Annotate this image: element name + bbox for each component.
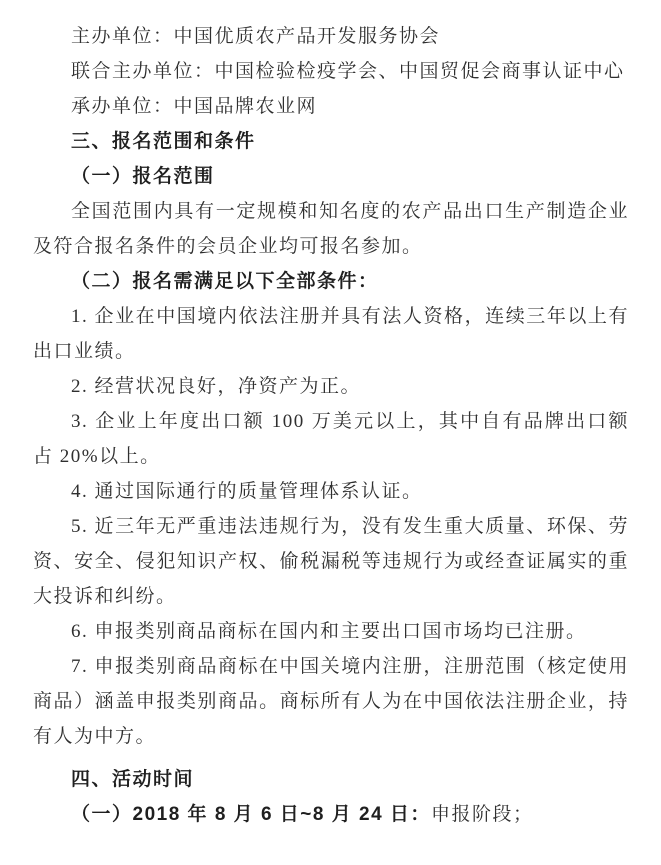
condition-item-2: 2. 经营状况良好，净资产为正。 bbox=[71, 376, 362, 397]
schedule-item-1 bbox=[33, 797, 629, 832]
condition-item-4: 4. 通过国际通行的质量管理体系认证。 bbox=[71, 481, 423, 502]
co-host-organizer-line: 联合主办单位：中国检验检疫学会、中国贸促会商事认证中心 bbox=[71, 61, 625, 82]
schedule-item-1-date: （一）2018 年 8 月 6 日~8 月 24 日： bbox=[71, 804, 431, 825]
section3-heading: 三、报名范围和条件 bbox=[71, 131, 256, 152]
condition-item-1: 1. 企业在中国境内依法注册并具有法人资格，连续三年以上有出口业绩。 bbox=[33, 306, 629, 362]
section3-sub1-body: 全国范围内具有一定规模和知名度的农产品出口生产制造企业及符合报名条件的会员企业均可报名参加。 bbox=[33, 201, 629, 257]
schedule-item-1-phase: 申报阶段； bbox=[430, 804, 534, 825]
condition-item-3: 3. 企业上年度出口额 100 万美元以上，其中自有品牌出口额占 20%以上。 bbox=[33, 411, 629, 467]
section3-sub2-heading: （二）报名需满足以下全部条件： bbox=[71, 271, 379, 292]
section4-heading: 四、活动时间 bbox=[71, 769, 195, 790]
condition-item-6: 6. 申报类别商品商标在国内和主要出口国市场均已注册。 bbox=[71, 621, 587, 642]
undertaker-line: 承办单位：中国品牌农业网 bbox=[71, 96, 318, 117]
host-organizer-line: 主办单位：中国优质农产品开发服务协会 bbox=[71, 26, 441, 47]
section3-sub1-heading: （一）报名范围 bbox=[71, 166, 215, 187]
condition-item-7: 7. 申报类别商品商标在中国关境内注册，注册范围（核定使用商品）涵盖申报类别商品。商标所有人为在中国依法注册企业，持有人为中方。 bbox=[33, 656, 629, 747]
condition-item-5: 5. 近三年无严重违法违规行为，没有发生重大质量、环保、劳资、安全、侵犯知识产权、偷税漏税等违规行为或经查证属实的重大投诉和纠纷。 bbox=[33, 516, 629, 607]
